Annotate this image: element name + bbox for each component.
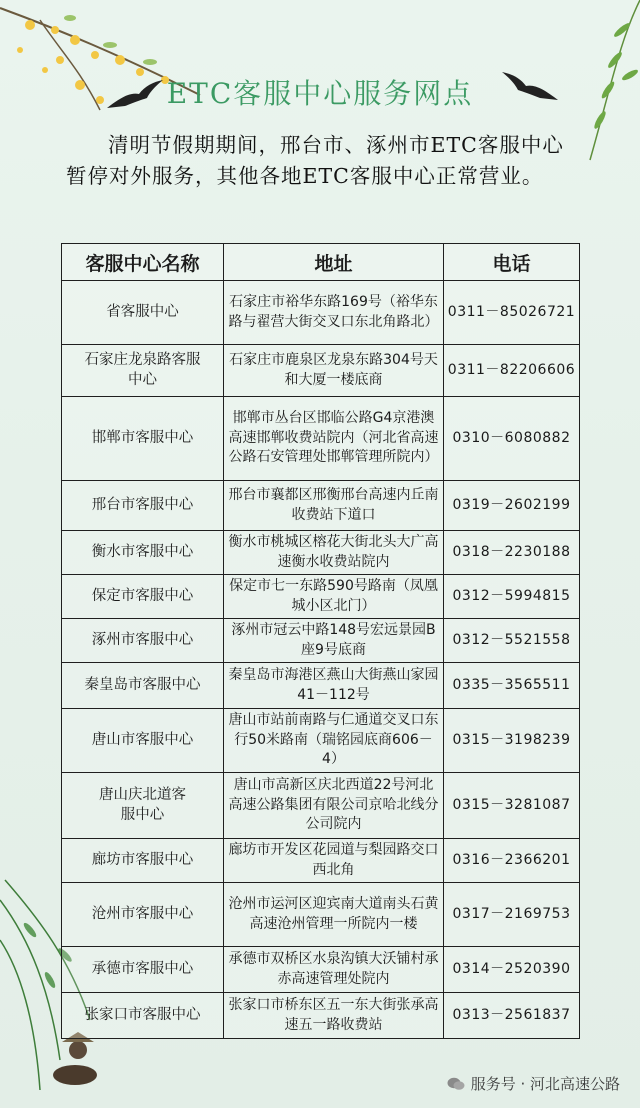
footer-label: 服务号 · 河北高速公路: [470, 1075, 620, 1093]
table-row: [62, 575, 580, 619]
center-address: 沧州市运河区迎宾南大道南头石黄高速沧州管理一所院内一楼: [224, 883, 444, 947]
center-name: 保定市客服中心: [62, 575, 224, 619]
table-row: [62, 531, 580, 575]
table-row: [62, 281, 580, 345]
table-row: [62, 883, 580, 947]
header-name: 客服中心名称: [62, 244, 224, 281]
table-row: [62, 709, 580, 773]
table-row: [62, 773, 580, 839]
center-address: 石家庄市鹿泉区龙泉东路304号天和大厦一楼底商: [224, 345, 444, 397]
notice-text: 清明节假期期间，邢台市、涿州市ETC客服中心暂停对外服务，其他各地ETC客服中心正常营业。: [66, 133, 564, 188]
center-phone: 0335－3565511: [444, 663, 580, 709]
center-phone: 0315－3281087: [444, 773, 580, 839]
center-name: 省客服中心: [62, 281, 224, 345]
table-header-row: [62, 244, 580, 281]
table-row: [62, 993, 580, 1039]
table-row: [62, 839, 580, 883]
center-phone: 0315－3198239: [444, 709, 580, 773]
center-name: 承德市客服中心: [62, 947, 224, 993]
center-phone: 0316－2366201: [444, 839, 580, 883]
center-address: 张家口市桥东区五一东大街张承高速五一路收费站: [224, 993, 444, 1039]
center-address: 唐山市站前南路与仁通道交叉口东行50米路南（瑞铭园底商606－4）: [224, 709, 444, 773]
center-phone: 0318－2230188: [444, 531, 580, 575]
center-phone: 0314－2520390: [444, 947, 580, 993]
center-phone: 0312－5521558: [444, 619, 580, 663]
center-address: 石家庄市裕华东路169号（裕华东路与翟营大街交叉口东北角路北）: [224, 281, 444, 345]
table-row: [62, 663, 580, 709]
center-name: 衡水市客服中心: [62, 531, 224, 575]
header-address: 地址: [224, 244, 444, 281]
header-phone: 电话: [444, 244, 580, 281]
table-row: [62, 947, 580, 993]
center-name: 张家口市客服中心: [62, 993, 224, 1039]
center-phone: 0312－5994815: [444, 575, 580, 619]
table-row: [62, 397, 580, 481]
center-name: 廊坊市客服中心: [62, 839, 224, 883]
center-name: 秦皇岛市客服中心: [62, 663, 224, 709]
center-phone: 0317－2169753: [444, 883, 580, 947]
center-address: 廊坊市开发区花园道与梨园路交口西北角: [224, 839, 444, 883]
center-address: 唐山市高新区庆北西道22号河北高速公路集团有限公司京哈北线分公司院内: [224, 773, 444, 839]
footer-source: [447, 1073, 620, 1094]
center-name: 石家庄龙泉路客服中心: [62, 345, 224, 397]
page-title: ETC客服中心服务网点: [166, 77, 474, 110]
center-address: 保定市七一东路590号路南（凤凰城小区北门）: [224, 575, 444, 619]
table-row: [62, 481, 580, 531]
table-row: [62, 345, 580, 397]
center-phone: 0311－85026721: [444, 281, 580, 345]
center-address: 邯郸市丛台区邯临公路G4京港澳高速邯郸收费站院内（河北省高速公路石安管理处邯郸管理所院内）: [224, 397, 444, 481]
center-name: 唐山庆北道客服中心: [62, 773, 224, 839]
center-phone: 0310－6080882: [444, 397, 580, 481]
center-address: 承德市双桥区水泉沟镇大沃铺村承赤高速管理处院内: [224, 947, 444, 993]
center-phone: 0313－2561837: [444, 993, 580, 1039]
center-address: 秦皇岛市海港区燕山大街燕山家园41－112号: [224, 663, 444, 709]
center-address: 邢台市襄都区邢衡邢台高速内丘南收费站下道口: [224, 481, 444, 531]
center-address: 涿州市冠云中路148号宏远景园B座9号底商: [224, 619, 444, 663]
center-phone: 0319－2602199: [444, 481, 580, 531]
center-address: 衡水市桃城区榕花大街北头大广高速衡水收费站院内: [224, 531, 444, 575]
wechat-icon: [447, 1077, 465, 1091]
center-name: 邢台市客服中心: [62, 481, 224, 531]
center-name: 涿州市客服中心: [62, 619, 224, 663]
center-name: 沧州市客服中心: [62, 883, 224, 947]
table-row: [62, 619, 580, 663]
center-phone: 0311－82206606: [444, 345, 580, 397]
center-name: 邯郸市客服中心: [62, 397, 224, 481]
service-center-table: [61, 243, 580, 1039]
center-name: 唐山市客服中心: [62, 709, 224, 773]
